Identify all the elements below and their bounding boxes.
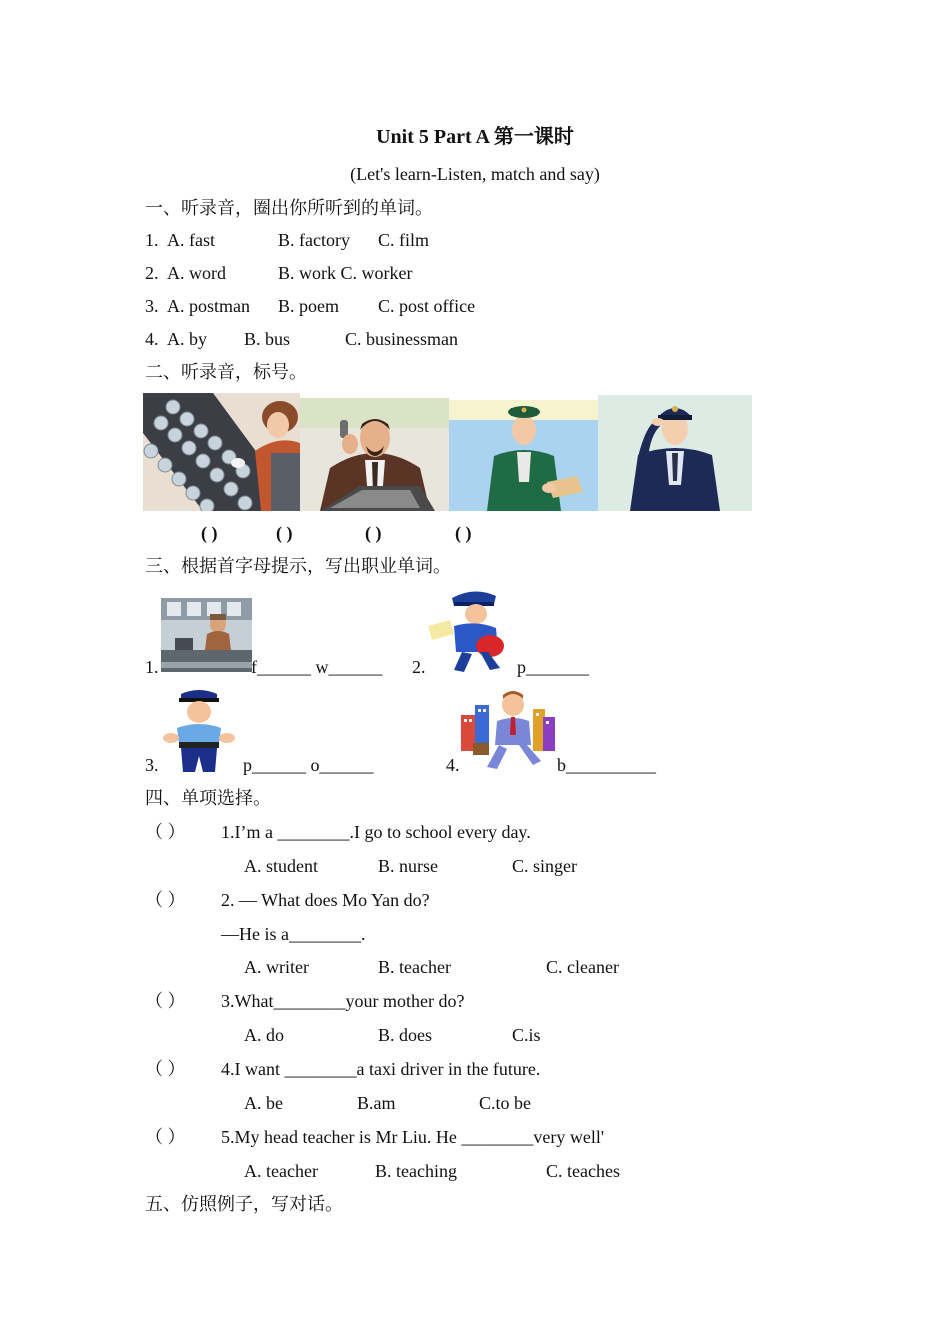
q4-stem: 4.I want ________a taxi driver in the future. [221,1059,541,1079]
postman-picture [449,400,598,511]
s1-item-4-option-a: A. by [167,329,207,349]
s1-item-1-option-a: A. fast [167,230,215,250]
q2-option-a: A. writer [244,957,309,977]
s3-item-1-num: 1. [145,657,159,677]
q3-answer-paren[interactable]: （ ） [145,991,186,1011]
q2-option-c: C. cleaner [546,957,619,977]
q3-option-b: B. does [378,1025,432,1045]
q1-answer-paren[interactable]: （ ） [145,822,186,842]
s1-item-4-num: 4. [145,329,159,349]
factory-worker-picture [143,393,300,511]
police-officer-clipart [155,686,243,772]
q1-option-c: C. singer [512,856,577,876]
s3-item-4-num: 4. [446,755,460,775]
s1-item-3-num: 3. [145,296,159,316]
s1-item-1-option-b: B. factory [278,230,350,250]
s3-item-1-blank[interactable]: f______ w______ [251,657,383,677]
s1-item-2-option-bc: B. work C. worker [278,263,413,283]
q5-stem: 5.My head teacher is Mr Liu. He ________very well' [221,1127,605,1147]
section4-heading: 四、单项选择。 [145,788,271,808]
s3-item-2-blank[interactable]: p_______ [517,657,589,677]
s1-item-2-option-a: A. word [167,263,226,283]
s1-item-3-option-c: C. post office [378,296,476,316]
s2-bracket-2: ( ) [276,523,293,543]
businessman-picture [300,398,449,511]
postman-clipart [424,586,516,674]
q4-option-b: B.am [357,1093,396,1113]
s2-bracket-3: ( ) [365,523,382,543]
q2-stem: 2. — What does Mo Yan do? [221,890,430,910]
q5-option-a: A. teacher [244,1161,318,1181]
q5-option-b: B. teaching [375,1161,457,1181]
factory-worker-clipart [161,598,252,672]
page-subtitle: (Let's learn-Listen, match and say) [350,164,600,184]
section3-heading: 三、根据首字母提示，写出职业单词。 [145,556,451,576]
q4-option-c: C.to be [479,1093,531,1113]
s1-item-1-num: 1. [145,230,159,250]
businessman-clipart [459,687,556,771]
q5-option-c: C. teaches [546,1161,620,1181]
s2-bracket-4: ( ) [455,523,472,543]
s1-item-4-option-c: C. businessman [345,329,459,349]
q4-answer-paren[interactable]: （ ） [145,1059,186,1079]
s1-item-1-option-c: C. film [378,230,430,250]
s3-item-2-num: 2. [412,657,426,677]
s1-item-2-num: 2. [145,263,159,283]
q2-stem-answer: —He is a________. [221,924,366,944]
s1-item-4-option-b: B. bus [244,329,291,349]
q5-answer-paren[interactable]: （ ） [145,1127,186,1147]
q2-answer-paren[interactable]: （ ） [145,890,186,910]
q3-option-a: A. do [244,1025,284,1045]
s3-item-3-blank[interactable]: p______ o______ [243,755,374,775]
q4-option-a: A. be [244,1093,283,1113]
q1-option-a: A. student [244,856,318,876]
section5-heading: 五、仿照例子，写对话。 [145,1194,343,1214]
section2-heading: 二、听录音，标号。 [145,362,307,382]
police-officer-picture [598,395,752,511]
q1-stem: 1.I’m a ________.I go to school every day. [221,822,531,842]
s1-item-3-option-b: B. poem [278,296,339,316]
s3-item-3-num: 3. [145,755,159,775]
q3-option-c: C.is [512,1025,541,1045]
q2-option-b: B. teacher [378,957,451,977]
s1-item-3-option-a: A. postman [167,296,250,316]
s3-item-4-blank[interactable]: b__________ [557,755,656,775]
s2-bracket-1: ( ) [201,523,218,543]
page-title: Unit 5 Part A 第一课时 [376,126,574,148]
q1-option-b: B. nurse [378,856,438,876]
section1-heading: 一、听录音，圈出你所听到的单词。 [145,198,433,218]
q3-stem: 3.What________your mother do? [221,991,465,1011]
